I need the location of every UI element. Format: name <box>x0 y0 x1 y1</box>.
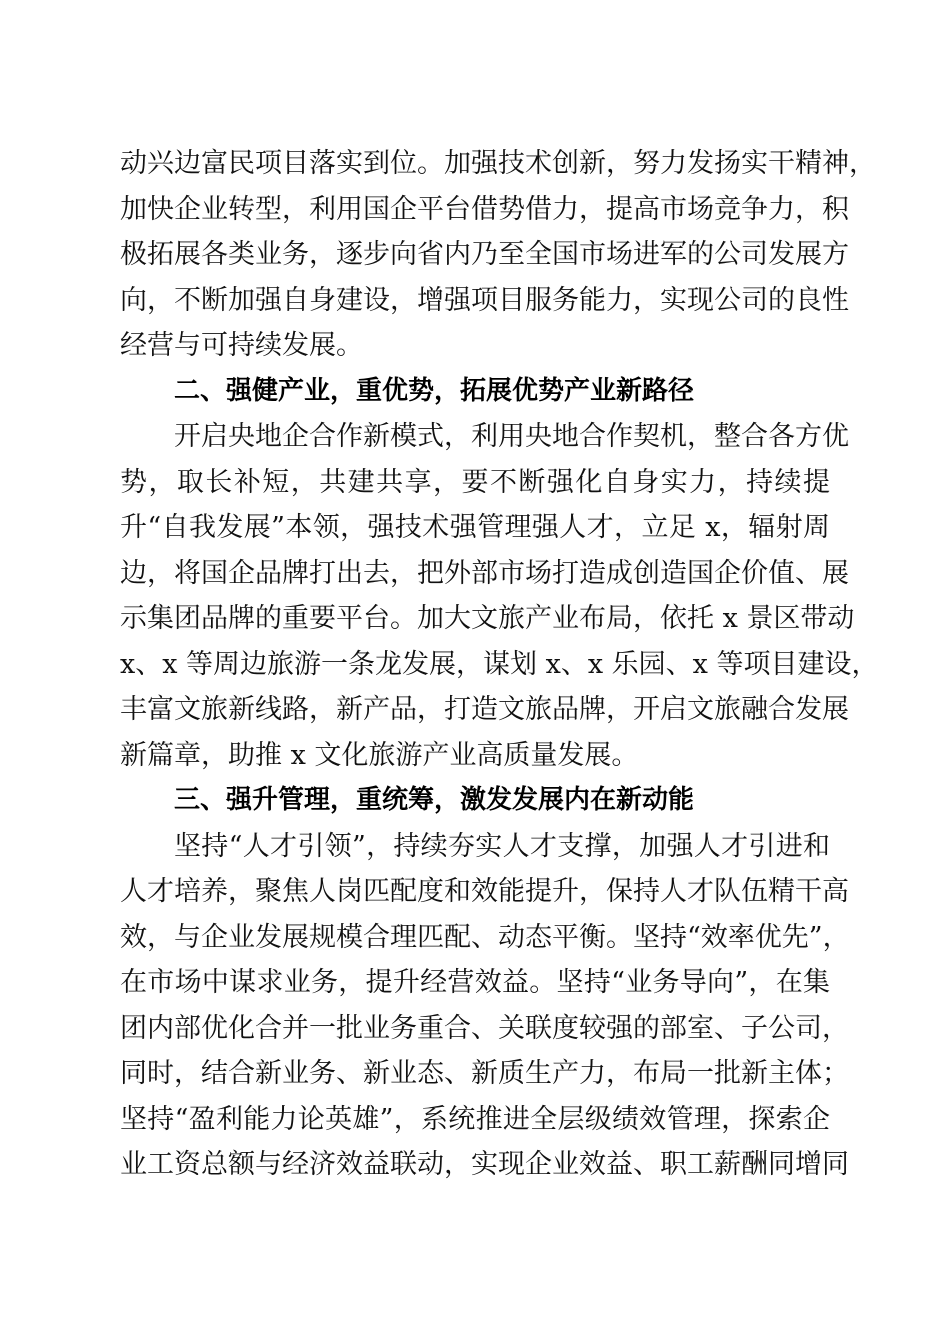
paragraph-line: 边，将国企品牌打出去，把外部市场打造成创造国企价值、展 <box>120 557 849 589</box>
paragraph-line: 动兴边富民项目落实到位。加强技术创新，努力发扬实干精神， <box>120 148 876 179</box>
paragraph-line: 极拓展各类业务，逐步向省内乃至全国市场进军的公司发展方 <box>120 239 849 270</box>
paragraph-line: 坚持“盈利能力论英雄”，系统推进全层级绩效管理，探索企 <box>120 1103 830 1135</box>
paragraph-line: 经营与可持续发展。 <box>120 330 363 361</box>
paragraph-line: x、x 等周边旅游一条龙发展，谋划 x、x 乐园、x 等项目建设， <box>120 648 879 680</box>
section-heading-2: 二、强健产业，重优势，拓展优势产业新路径 <box>174 375 695 406</box>
section-heading-3: 三、强升管理，重统筹，激发发展内在新动能 <box>174 785 695 815</box>
paragraph-line: 业工资总额与经济效益联动，实现企业效益、职工薪酬同增同 <box>120 1149 849 1180</box>
paragraph-line: 新篇章，助推 x 文化旅游产业高质量发展。 <box>120 739 639 771</box>
paragraph-line: 开启央地企合作新模式，利用央地合作契机，整合各方优 <box>174 421 849 452</box>
paragraph-line: 丰富文旅新线路，新产品，打造文旅品牌，开启文旅融合发展 <box>120 694 849 725</box>
paragraph-line: 升“自我发展”本领，强技术强管理强人才，立足 x，辐射周 <box>120 512 830 543</box>
paragraph-1 <box>120 141 876 369</box>
paragraph-3 <box>120 824 850 1188</box>
paragraph-line: 人才培养，聚焦人岗匹配度和效能提升，保持人才队伍精干高 <box>120 876 849 907</box>
paragraph-line: 向，不断加强自身建设，增强项目服务能力，实现公司的良性 <box>120 284 849 316</box>
paragraph-line: 坚持“人才引领”，持续夯实人才支撑，加强人才引进和 <box>174 830 830 862</box>
paragraph-line: 示集团品牌的重要平台。加大文旅产业布局，依托 x 景区带动 <box>120 603 855 634</box>
document-body <box>120 141 879 1188</box>
paragraph-line: 团内部优化合并一批业务重合、关联度较强的部室、子公司， <box>120 1012 849 1044</box>
paragraph-2 <box>120 414 879 778</box>
paragraph-line: 在市场中谋求业务，提升经营效益。坚持“业务导向”，在集 <box>120 967 830 998</box>
paragraph-line: 同时，结合新业务、新业态、新质生产力，布局一批新主体； <box>120 1058 849 1089</box>
paragraph-line: 加快企业转型，利用国企平台借势借力，提高市场竞争力，积 <box>120 193 849 225</box>
paragraph-line: 效，与企业发展规模合理匹配、动态平衡。坚持“效率优先”， <box>120 921 850 953</box>
paragraph-line: 势，取长补短，共建共享，要不断强化自身实力，持续提 <box>120 466 830 498</box>
